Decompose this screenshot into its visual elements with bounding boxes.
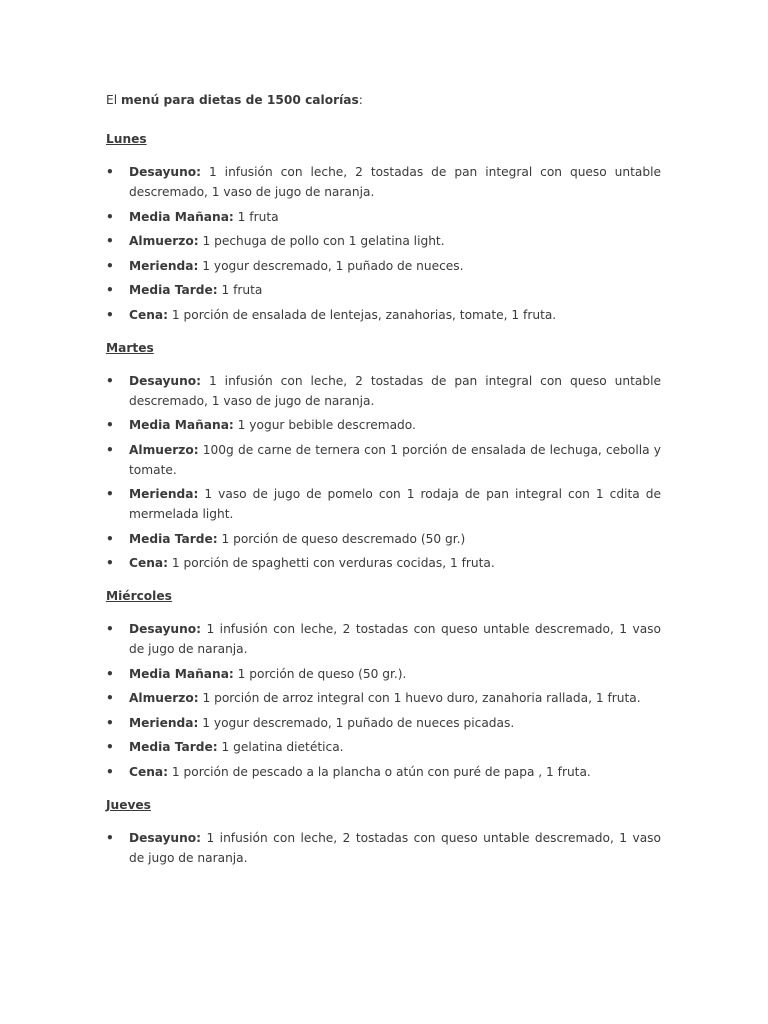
meal-name: Media Tarde: [129, 531, 218, 546]
bullet-icon: • [106, 740, 114, 754]
meal-text: 1 infusión con leche, 2 tostadas de pan integral con queso untable descremado, 1 vaso de jugo de naranja. [129, 373, 662, 408]
meal-text: 1 porción de queso descremado (50 gr.) [221, 531, 466, 546]
bullet-icon: • [106, 830, 114, 845]
meal-text: 1 yogur descremado, 1 puñado de nueces picadas. [202, 715, 515, 730]
list-item [106, 529, 661, 549]
bullet-icon: • [106, 442, 114, 457]
intro-line [106, 90, 661, 110]
list-item [106, 207, 661, 227]
meal-text: 1 porción de queso (50 gr.). [237, 666, 407, 681]
bullet-icon: • [106, 487, 114, 501]
meal-name: Almuerzo: [129, 442, 199, 457]
meal-name: Desayuno: [129, 622, 202, 636]
meal-name: Desayuno: [129, 165, 202, 179]
meal-name: Desayuno: [129, 373, 202, 388]
bullet-icon: • [106, 258, 114, 273]
meal-name: Cena: [129, 764, 168, 779]
bullet-icon: • [106, 418, 114, 432]
list-item [106, 553, 661, 573]
bullet-icon: • [106, 307, 114, 322]
meal-name: Desayuno: [129, 830, 202, 845]
meal-text: 1 yogur descremado, 1 puñado de nueces. [202, 258, 464, 273]
day-title-jueves: Jueves [106, 797, 151, 812]
day-title-martes: Martes [106, 340, 154, 355]
bullet-icon: • [106, 764, 114, 779]
list-item [106, 415, 661, 435]
list-item [106, 440, 661, 480]
meal-text: 1 porción de ensalada de lentejas, zanahorias, tomate, 1 fruta. [171, 307, 557, 322]
bullet-icon: • [106, 165, 114, 179]
meal-text: 1 porción de spaghetti con verduras cocidas, 1 fruta. [171, 556, 495, 570]
list-item [106, 305, 661, 325]
meal-name: Media Tarde: [129, 283, 218, 297]
list-item [106, 280, 661, 300]
list-item [106, 484, 661, 524]
bullet-icon: • [106, 283, 114, 297]
list-item [106, 828, 661, 868]
list-item [106, 737, 661, 757]
bullet-icon: • [106, 691, 114, 705]
meal-name: Merienda: [129, 715, 199, 730]
bullet-icon: • [106, 234, 114, 248]
meal-list-jueves [106, 828, 661, 868]
bullet-icon: • [106, 666, 114, 681]
list-item [106, 762, 661, 782]
meal-text: 1 fruta [237, 209, 279, 224]
meal-text: 1 infusión con leche, 2 tostadas con queso untable descremado, 1 vaso de jugo de naranja. [129, 830, 661, 865]
bullet-icon: • [106, 209, 114, 224]
list-item [106, 231, 661, 251]
list-item [106, 664, 661, 684]
intro-suffix: : [358, 93, 363, 107]
meal-name: Media Mañana: [129, 418, 234, 432]
meal-name: Cena: [129, 556, 168, 570]
list-item [106, 162, 661, 202]
meal-text: 1 vaso de jugo de pomelo con 1 rodaja de pan integral con 1 cdita de mermelada light. [129, 487, 661, 521]
meal-list-miercoles [106, 619, 661, 782]
meal-text: 1 infusión con leche, 2 tostadas con queso untable descremado, 1 vaso de jugo de naranja. [129, 622, 661, 656]
meal-text: 1 porción de arroz integral con 1 huevo duro, zanahoria rallada, 1 fruta. [202, 691, 641, 705]
list-item [106, 688, 661, 708]
day-title-miercoles: Miércoles [106, 589, 172, 603]
meal-text: 1 pechuga de pollo con 1 gelatina light. [202, 234, 445, 248]
bullet-icon: • [106, 622, 114, 636]
meal-list-martes [106, 371, 661, 574]
meal-text: 1 porción de pescado a la plancha o atún con puré de papa , 1 fruta. [171, 764, 591, 779]
meal-name: Merienda: [129, 258, 199, 273]
meal-text: 1 gelatina dietética. [221, 740, 344, 754]
meal-text: 1 fruta [221, 283, 263, 297]
meal-name: Media Mañana: [129, 666, 234, 681]
list-item [106, 619, 661, 659]
bullet-icon: • [106, 715, 114, 730]
bullet-icon: • [106, 373, 114, 388]
meal-text: 1 infusión con leche, 2 tostadas de pan integral con queso untable descremado, 1 vaso de jugo de naranja. [129, 165, 662, 199]
list-item [106, 713, 661, 733]
document-page [106, 90, 661, 881]
meal-name: Cena: [129, 307, 168, 322]
meal-name: Almuerzo: [129, 234, 199, 248]
bullet-icon: • [106, 556, 114, 570]
meal-text: 100g de carne de ternera con 1 porción de ensalada de lechuga, cebolla y tomate. [129, 442, 662, 477]
meal-name: Media Mañana: [129, 209, 234, 224]
meal-text: 1 yogur bebible descremado. [237, 418, 416, 432]
list-item [106, 256, 661, 276]
meal-name: Media Tarde: [129, 740, 218, 754]
list-item [106, 371, 661, 411]
meal-name: Merienda: [129, 487, 199, 501]
intro-bold: menú para dietas de 1500 calorías [120, 93, 359, 107]
meal-list-lunes [106, 162, 661, 325]
day-title-lunes: Lunes [106, 132, 147, 146]
bullet-icon: • [106, 531, 114, 546]
intro-prefix: El [106, 93, 121, 107]
meal-name: Almuerzo: [129, 691, 199, 705]
